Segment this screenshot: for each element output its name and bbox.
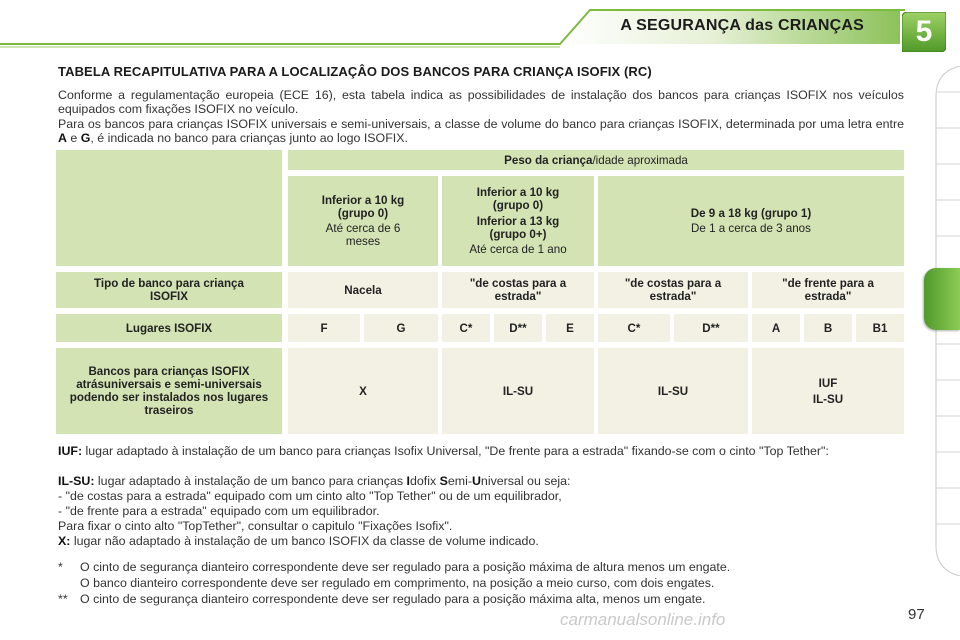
note-x: X: lugar não adaptado à instalação de um banco ISOFIX da classe de volume indicado. <box>58 534 539 548</box>
place-cell: D** <box>674 314 748 342</box>
type-cell: "de frente para a estrada" <box>752 272 904 308</box>
note-toptether: Para fixar o cinto alto "TopTether", consultar o capitulo "Fixações Isofix". <box>58 519 453 533</box>
place-cell: E <box>546 314 594 342</box>
place-cell: F <box>288 314 360 342</box>
chapter-title: A SEGURANÇA das CRIANÇAS <box>620 17 864 34</box>
note-ilsu: IL-SU: lugar adaptado à instalação de um banco para crianças Idofix Semi-Universal ou seja: <box>58 474 571 488</box>
row-label-rear: Bancos para crianças ISOFIX atrásuniversais e semi-universais podendo ser instalados nos lugares traseiros <box>56 348 282 434</box>
rear-cell: IL-SU <box>442 348 594 434</box>
footnote-star-line-2: O banco dianteiro correspondente deve ser regulado em comprimento, na posição a meio curso, com dois engates. <box>80 576 715 590</box>
rear-cell: X <box>288 348 438 434</box>
place-cell: A <box>752 314 800 342</box>
weight-header: Peso da criança/idade aproximada <box>288 150 904 170</box>
type-cell: "de costas para a estrada" <box>598 272 748 308</box>
watermark: carmanualsonline.info <box>560 610 726 629</box>
type-cell: Nacela <box>288 272 438 308</box>
row-label-type: Tipo de banco para criança ISOFIX <box>56 272 282 308</box>
intro-paragraph-1: Conforme a regulamentação europeia (ECE 16), esta tabela indica as possibilidades de instalação dos bancos para crianças ISOFIX nos veículos equipados com fixações ISOFIX no veículo. <box>58 88 904 116</box>
table-corner-cell <box>56 150 282 266</box>
chapter-number: 5 <box>915 15 933 48</box>
rear-cell: IUF IL-SU <box>752 348 904 434</box>
note-dash-2: - "de frente para a estrada" equipado com um equilibrador. <box>58 504 380 518</box>
place-cell: G <box>364 314 438 342</box>
place-cell: D** <box>494 314 542 342</box>
type-cell: "de costas para a estrada" <box>442 272 594 308</box>
group-0-header: Inferior a 10 kg (grupo 0) Até cerca de 6 meses <box>288 176 438 266</box>
group-0plus-header: Inferior a 10 kg (grupo 0) Inferior a 13 kg (grupo 0+) Até cerca de 1 ano <box>442 176 594 266</box>
place-cell: C* <box>598 314 670 342</box>
page-number: 97 <box>908 606 925 623</box>
place-cell: C* <box>442 314 490 342</box>
place-cell: B <box>804 314 852 342</box>
row-label-places: Lugares ISOFIX <box>56 314 282 342</box>
note-dash-1: - "de costas para a estrada" equipado com um cinto alto "Top Tether" ou de um equilibrador, <box>58 489 562 503</box>
note-iuf: IUF: lugar adaptado à instalação de um banco para crianças Isofix Universal, "De frente para a estrada" fixando-se com o cinto "Top Tether": <box>58 444 829 458</box>
isofix-table <box>56 148 906 436</box>
group-1-header: De 9 a 18 kg (grupo 1) De 1 a cerca de 3 anos <box>598 176 904 266</box>
rear-cell: IL-SU <box>598 348 748 434</box>
side-tab-active[interactable] <box>924 268 960 330</box>
place-cell: B1 <box>856 314 904 342</box>
intro-paragraph-2: Para os bancos para crianças ISOFIX universais e semi-universais, a classe de volume do banco para crianças ISOFIX, determinada por uma letra entre A e G, é indicada no banco para crianças junto ao logo ISOFIX. <box>58 117 904 145</box>
section-title: TABELA RECAPITULATIVA PARA A LOCALIZAÇÂO DOS BANCOS PARA CRIANÇA ISOFIX (RC) <box>58 64 652 79</box>
